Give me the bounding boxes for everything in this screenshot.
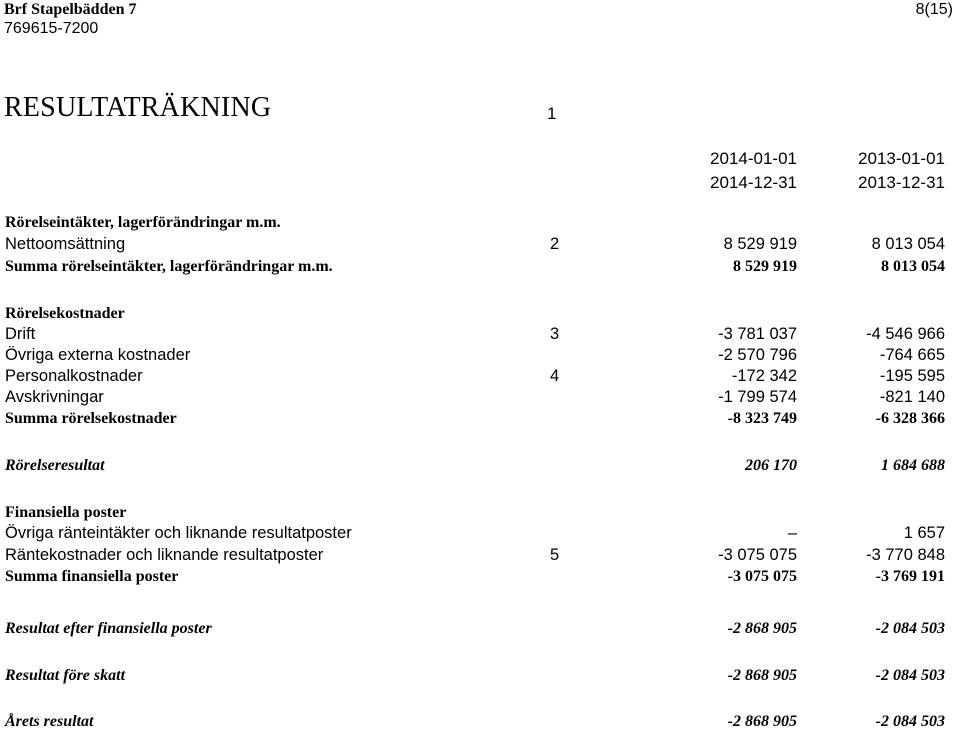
period-current-from: 2014-01-01 xyxy=(710,149,797,168)
period-previous-header xyxy=(858,147,945,195)
row-note: 3 xyxy=(550,325,560,343)
row-label: Summa rörelseintäkter, lagerförändringar m.m. xyxy=(5,258,333,275)
row-value-previous: -3 769 191 xyxy=(875,568,945,585)
row-value-previous: -195 595 xyxy=(879,367,945,385)
row-label: Resultat efter finansiella poster xyxy=(5,620,212,637)
period-current-header xyxy=(710,147,797,195)
organization-number: 769615-7200 xyxy=(4,20,99,37)
table-row xyxy=(0,325,959,347)
table-row xyxy=(0,235,959,257)
summary-row xyxy=(0,258,959,280)
row-value-current: -2 868 905 xyxy=(727,620,797,637)
row-value-current: 8 529 919 xyxy=(723,235,797,253)
row-label: Summa finansiella poster xyxy=(5,568,179,585)
row-label: Rörelseintäkter, lagerförändringar m.m. xyxy=(5,214,281,231)
row-value-previous: 8 013 054 xyxy=(881,258,945,275)
row-value-previous: -2 084 503 xyxy=(875,620,945,637)
row-value-previous: -4 546 966 xyxy=(866,325,945,343)
row-value-previous: -764 665 xyxy=(879,346,945,364)
table-row xyxy=(0,524,959,546)
row-label: Personalkostnader xyxy=(5,367,143,385)
row-label: Årets resultat xyxy=(5,713,94,730)
row-value-current: -2 570 796 xyxy=(718,346,797,364)
row-value-current: 206 170 xyxy=(745,457,797,474)
organization-name: Brf Stapelbädden 7 xyxy=(4,1,137,18)
row-value-current: -1 799 574 xyxy=(718,388,797,406)
row-value-previous: -2 084 503 xyxy=(875,667,945,684)
row-label: Resultat före skatt xyxy=(5,667,126,684)
row-label: Finansiella poster xyxy=(5,504,127,521)
row-value-current: – xyxy=(787,524,797,542)
row-value-previous: -2 084 503 xyxy=(875,713,945,730)
row-value-previous: 1 684 688 xyxy=(881,457,945,474)
table-row xyxy=(0,346,959,368)
result-row xyxy=(0,667,959,689)
row-note: 5 xyxy=(550,546,560,564)
section-heading-financial-items xyxy=(0,504,959,526)
page-number: 8(15) xyxy=(915,1,953,18)
row-value-current: -2 868 905 xyxy=(727,667,797,684)
row-value-current: -8 323 749 xyxy=(727,410,797,427)
row-label: Rörelseresultat xyxy=(5,457,105,474)
report-title-note: 1 xyxy=(547,104,557,123)
row-value-current: -2 868 905 xyxy=(727,713,797,730)
row-label: Räntekostnader och liknande resultatposter xyxy=(5,546,324,564)
section-heading-operating-income xyxy=(0,214,959,236)
row-value-current: -3 075 075 xyxy=(718,546,797,564)
row-label: Drift xyxy=(5,325,36,343)
row-label: Övriga externa kostnader xyxy=(5,346,191,364)
row-label: Summa rörelsekostnader xyxy=(5,410,177,427)
row-value-current: -3 781 037 xyxy=(718,325,797,343)
row-value-previous: 8 013 054 xyxy=(871,235,945,253)
row-note: 4 xyxy=(550,367,560,385)
row-note: 2 xyxy=(550,235,560,253)
table-row xyxy=(0,367,959,389)
row-value-previous: -6 328 366 xyxy=(875,410,945,427)
summary-row xyxy=(0,410,959,432)
document-header xyxy=(4,0,136,38)
row-value-previous: -821 140 xyxy=(879,388,945,406)
period-previous-to: 2013-12-31 xyxy=(858,173,945,192)
row-label: Övriga ränteintäkter och liknande resultatposter xyxy=(5,524,352,542)
result-row xyxy=(0,620,959,642)
row-value-previous: -3 770 848 xyxy=(866,546,945,564)
result-row xyxy=(0,713,959,735)
period-previous-from: 2013-01-01 xyxy=(858,149,945,168)
result-row xyxy=(0,457,959,479)
row-value-current: 8 529 919 xyxy=(733,258,797,275)
row-label: Avskrivningar xyxy=(5,388,104,406)
row-value-current: -3 075 075 xyxy=(727,568,797,585)
summary-row xyxy=(0,568,959,590)
section-heading-operating-costs xyxy=(0,305,959,327)
row-label: Nettoomsättning xyxy=(5,235,126,253)
table-row xyxy=(0,546,959,568)
row-label: Rörelsekostnader xyxy=(5,305,125,322)
table-row xyxy=(0,388,959,410)
report-title: RESULTATRÄKNING xyxy=(4,92,272,123)
row-value-current: -172 342 xyxy=(731,367,797,385)
period-current-to: 2014-12-31 xyxy=(710,173,797,192)
row-value-previous: 1 657 xyxy=(903,524,945,542)
